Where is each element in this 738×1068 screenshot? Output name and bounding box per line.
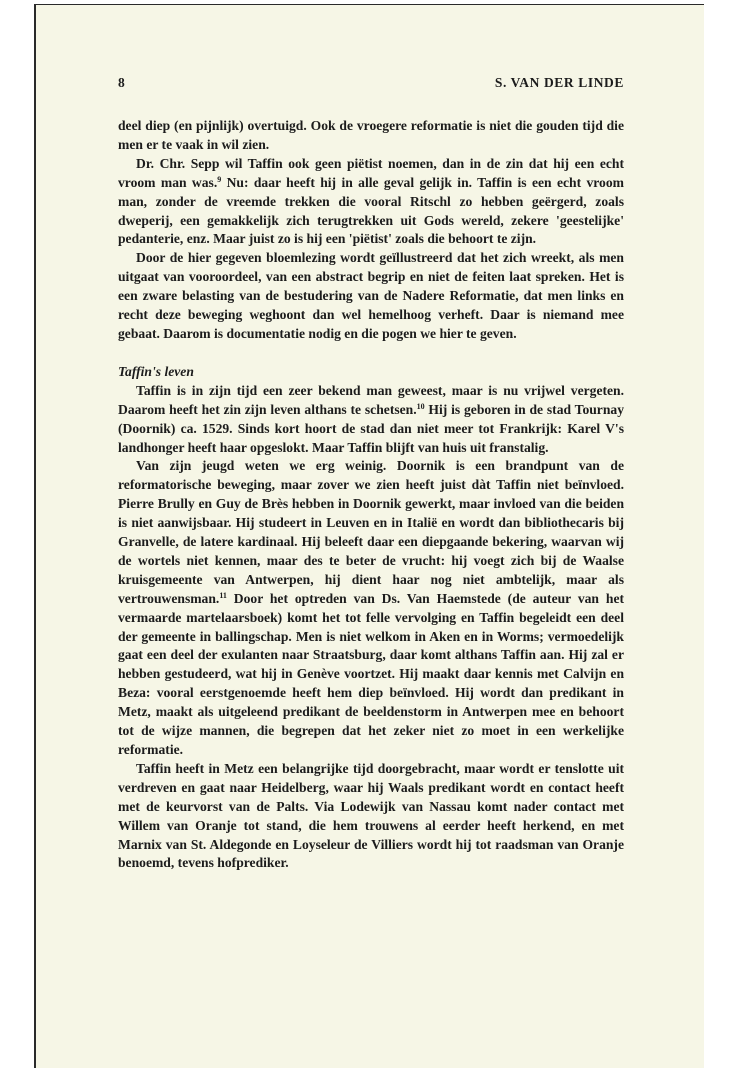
paragraph-6: Taffin heeft in Metz een belangrijke tijd doorgebracht, maar wordt er tenslotte uit verdreven en gaat naar Heidelberg, waar hij Waals predikant wordt en contact heeft met de keurvorst van de Palts. Via Lodewijk van Nassau komt nader contact met Willem van Oranje tot stand, die hem trouwens al eerder heeft herkend, en met Marnix van St. Aldegonde en Loyseleur de Villiers wordt hij tot raadsman van Oranje benoemd, tevens hofprediker.	[118, 760, 624, 871]
footnote-ref-9: 9	[217, 174, 222, 184]
footnote-ref-11: 11	[219, 590, 227, 600]
paragraph-4-part-b: Hij is geboren in de stad Tournay (Doornik) ca. 1529. Sinds kort hoort de stad dan niet meer tot Frankrijk: Karel V's landhonger heeft haar opgeslokt. Maar Taffin blijft van huis uit franstalig.	[118, 401, 624, 455]
running-title: S. VAN DER LINDE	[494, 75, 624, 90]
paragraph-4-part-a: Taffin is in zijn tijd een zeer bekend man geweest, maar is nu vrijwel vergeten. Daarom heeft het zin zijn leven althans te schetsen.	[118, 382, 624, 417]
paragraph-2-part-a: Dr. Chr. Sepp wil Taffin ook geen piëtist noemen, dan in de zin dat hij een echt vroom man was.	[118, 155, 624, 190]
paragraph-1: deel diep (en pijnlijk) overtuigd. Ook de vroegere reformatie is niet die gouden tijd die men er te vaak in wil zien.	[118, 118, 624, 152]
paragraph-2-part-b: Nu: daar heeft hij in alle geval gelijk in. Taffin is een echt vroom man, zonder de vreemde trekken die vooral Ritschl zo hebben geërgerd, zoals dweperij, een gemakkelijk zich terugtrekken uit Gods wereld, zekere 'geestelijke' pedanterie, enz. Maar juist zo is hij een 'piëtist' zoals die behoort te zijn.	[118, 174, 624, 247]
page-number: 8	[118, 75, 125, 90]
paragraph-4	[118, 382, 624, 458]
paragraph-2	[118, 155, 624, 250]
footnote-ref-10: 10	[416, 401, 425, 411]
paragraph-5-part-a: Van zijn jeugd weten we erg weinig. Doornik is een brandpunt van de reformatorische beweging, maar zover we zien heeft juist dàt Taffin niet beïnvloed. Pierre Brully en Guy de Brès hebben in Doornik gewerkt, maar invloed van die beiden is niet aanwijsbaar. Hij studeert in Leuven en in Italië en wordt dan bibliothecaris bij Granvelle, de latere kardinaal. Hij beleeft daar een diepgaande bekering, waarvan wij de wortels niet kennen, maar des te beter de vrucht: hij voegt zich bij de Waalse kruisgemeente van Antwerpen, hij dient haar nog niet ambtelijk, maar als vertrouwensman.	[118, 458, 624, 606]
section-heading: Taffin's leven	[118, 363, 194, 379]
book-page	[34, 4, 704, 1068]
paragraph-5	[118, 457, 624, 760]
body-text	[118, 117, 624, 873]
paragraph-3: Door de hier gegeven bloemlezing wordt geïllustreerd dat het zich wreekt, als men uitgaat van vooroordeel, van een abstract begrip en niet de feiten laat spreken. Het is een zware belasting van de bestudering van de Nadere Reformatie, dat men links en recht deze beweging weghoont dan wel hemelhoog verheft. Daar is niemand mee gebaat. Daarom is documentatie nodig en die pogen we hier te geven.	[118, 250, 624, 341]
paragraph-5-part-b: Door het optreden van Ds. Van Haemstede (de auteur van het vermaarde martelaarsboek) komt het tot felle vervolging en Taffin begeleidt een deel der gemeente in ballingschap. Men is niet welkom in Aken en in Worms; vermoedelijk gaat een deel der exulanten naar Straatsburg, daar komt althans Taffin aan. Hij zal er hebben gestudeerd, wat hij in Genève voortzet. Hij maakt daar kennis met Calvijn en Beza: vooral eerstgenoemde heeft hem diep beïnvloed. Hij wordt dan predikant in Metz, maakt als uitgeleend predikant de beeldenstorm in Antwerpen mee en behoort tot de wijze mannen, die begrepen dat het zeker niet zo moet in een werkelijke reformatie.	[118, 590, 624, 757]
